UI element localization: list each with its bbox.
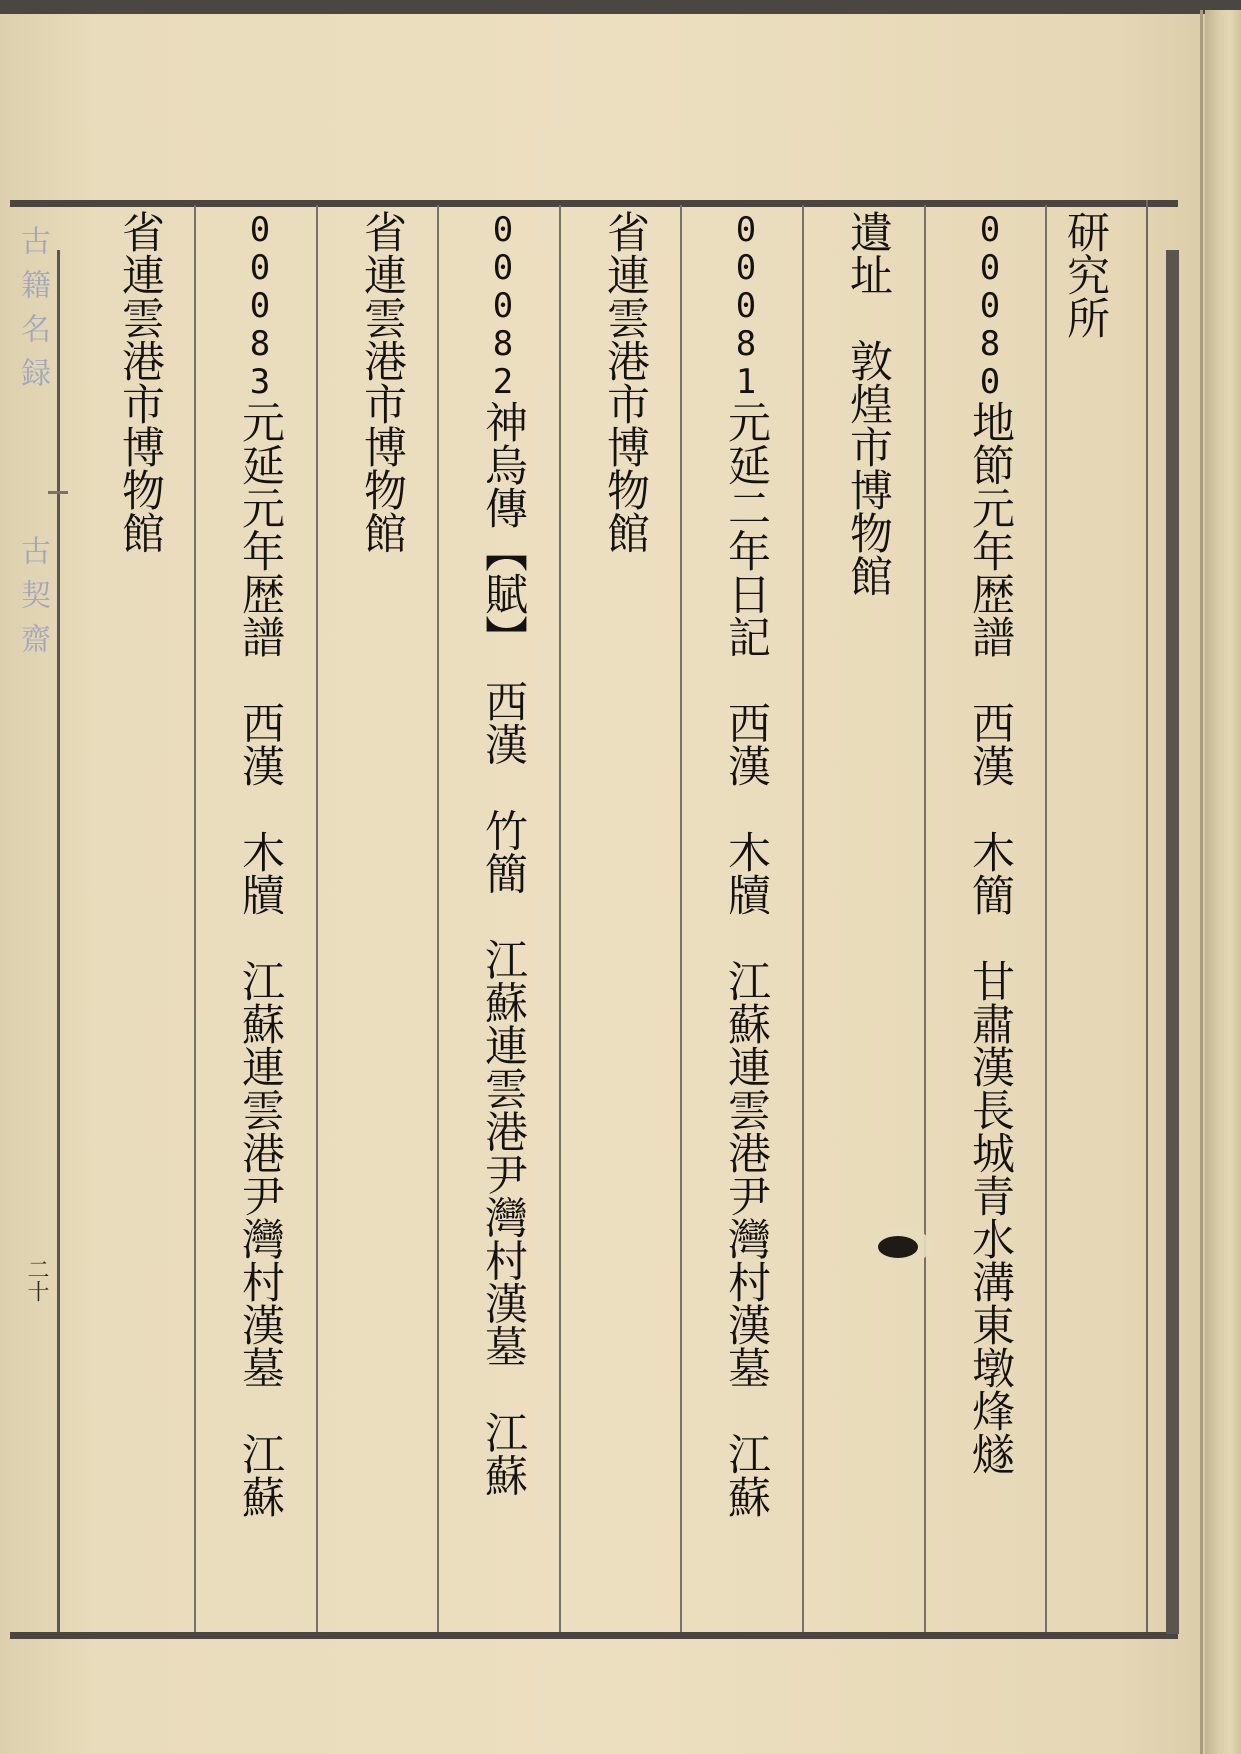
text-column-4	[716, 210, 776, 1630]
column-rule	[1045, 205, 1047, 1632]
frame-border-bottom	[10, 1632, 1178, 1639]
column-text: 神烏傳	[478, 400, 528, 529]
frame-border-left	[57, 250, 60, 1632]
text-column-3	[838, 210, 898, 1630]
column-text: 元延二年日記 西漢 木牘 江蘇連雲港尹灣村漢墓 江蘇	[721, 400, 771, 1518]
column-rule	[802, 205, 804, 1632]
frame-border-right	[1166, 250, 1179, 1634]
text-column-8	[230, 210, 290, 1630]
column-text: 省連雲港市博物館	[600, 210, 650, 554]
column-rule	[437, 205, 439, 1632]
column-text: 省連雲港市博物館	[115, 210, 165, 554]
folio-number: 二十	[24, 1258, 49, 1302]
adjacent-page-edge	[1205, 10, 1241, 1754]
entry-number: 00080	[970, 210, 1010, 400]
frame-border-right-inner	[1146, 200, 1148, 1632]
column-rule	[680, 205, 682, 1632]
column-rule	[316, 205, 318, 1632]
entry-number: 00082	[483, 210, 523, 400]
entry-number: 00083	[240, 210, 280, 400]
page-fold-line	[1200, 10, 1203, 1754]
column-text: 元延元年歴譜 西漢 木牘 江蘇連雲港尹灣村漢墓 江蘇	[235, 400, 285, 1518]
column-rule	[924, 205, 926, 1632]
ink-spot	[878, 1236, 918, 1258]
text-column-7	[352, 210, 412, 1630]
column-text: 地節元年歴譜 西漢 木簡 甘肅漢長城青水溝東墩烽燧	[965, 400, 1015, 1475]
text-column-9	[110, 210, 170, 1630]
text-column-6	[473, 210, 533, 1630]
column-text: 省連雲港市博物館	[357, 210, 407, 554]
column-text-tail: 【賦】 西漢 竹簡 江蘇連雲港尹灣村漢墓 江蘇	[478, 529, 528, 1497]
page-top-edge	[0, 0, 1241, 14]
frame-border-top	[10, 200, 1178, 207]
entry-number: 00081	[726, 210, 766, 400]
text-column-5	[595, 210, 655, 1630]
text-column-1	[1055, 210, 1115, 1630]
margin-book-title: 古籍名録	[15, 225, 50, 401]
column-rule	[194, 205, 196, 1632]
fishtail-mark	[48, 491, 68, 494]
text-column-2	[960, 210, 1020, 1630]
margin-publisher: 古契齋	[15, 535, 50, 667]
column-rule	[559, 205, 561, 1632]
column-text: 遺址 敦煌市博物館	[843, 210, 893, 597]
column-text: 研究所	[1060, 210, 1110, 339]
